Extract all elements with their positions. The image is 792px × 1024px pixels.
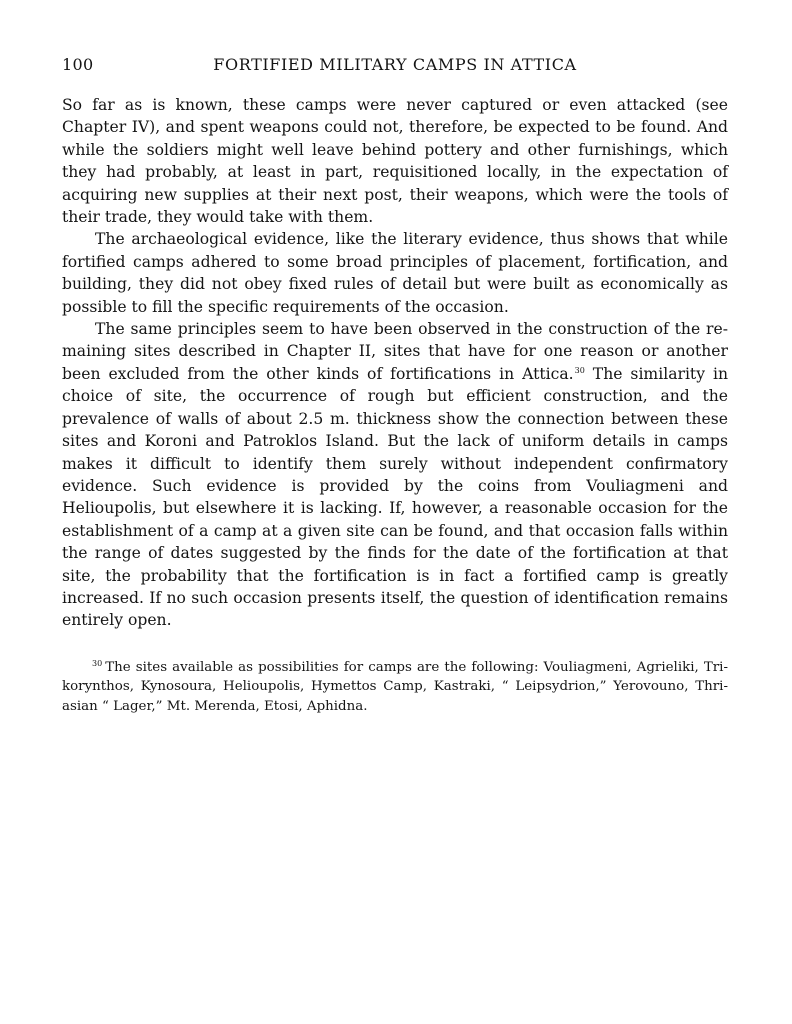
running-head	[62, 52, 728, 78]
paragraph-3-text-before-ref: The same principles seem to have been observed in the construction of the remaining sites described in Chapter II, sites that have for one reason or another been excluded from the other kinds of fortifications in Attica.	[62, 320, 728, 383]
book-page	[62, 52, 728, 716]
paragraph-1: So far as is known, these camps were never captured or even attacked (see Chapter IV), and spent weapons could not, therefore, be expected to be found. And while the soldiers might well leave behind pottery and other furnishings, which they had probably, at least in part, requisitioned locally, in the expectation of acquiring new supplies at their next post, their weapons, which were the tools of their trade, they would take with them.	[62, 96, 728, 227]
paragraph-3-text-after-ref: The similarity in choice of site, the occurrence of rough but efficient construction, and the prevalence of walls of about 2.5 m. thickness show the connection between these sites and Koroni and Patroklos Island. But the lack of uniform details in camps makes it difficult to identify them surely without independent confirmatory evidence. Such evidence is provided by the coins from Vouliagmeni and Helioupolis, but elsewhere it is lacking. If, however, a reasonable occasion for the establishment of a camp at a given site can be found, and that occasion falls within the range of dates suggested by the finds for the date of the fortification at that site, the probability that the fortification is in fact a fortified camp is greatly increased. If no such occasion presents itself, the question of identification remains entirely open.	[62, 364, 729, 630]
running-title: FORTIFIED MILITARY CAMPS IN ATTICA	[213, 55, 577, 74]
footnote-reference[interactable]: 30	[574, 365, 585, 375]
footnote-30	[62, 658, 728, 717]
paragraph-3	[62, 318, 728, 632]
footnote-marker: 30	[92, 658, 103, 668]
paragraph-2: The archaeological evidence, like the literary evidence, thus shows that while fortified camps adhered to some broad principles of placement, fortification, and building, they did not obey fixed rules of detail but were built as economically as possible to fill the specific requirements of the occasion.	[62, 230, 728, 316]
body-text	[62, 94, 728, 632]
footnote-text: The sites available as possibilities for camps are the following: Vouliagmeni, Agrieliki, Trikorynthos, Kynosoura, Helioupolis, Hymettos Camp, Kastraki, “ Leipsydrion,” Yerovouno, Thriasian “ Lager,” Mt. Merenda, Etosi, Aphidna.	[62, 659, 728, 714]
page-number: 100	[62, 55, 94, 74]
footnotes	[62, 658, 728, 717]
